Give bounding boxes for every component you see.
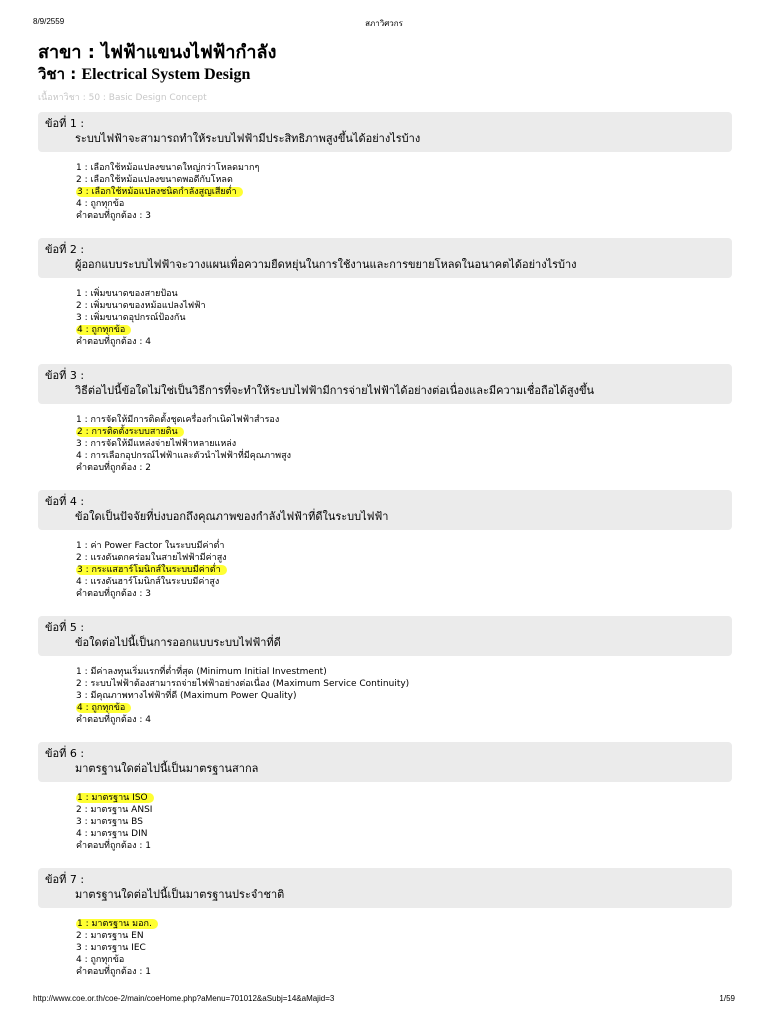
answer-option-correct (76, 918, 732, 930)
answer-option-text: 2 : เพิ่มขนาดของหม้อแปลงไฟฟ้า (76, 301, 206, 311)
answer-option (76, 804, 732, 816)
correct-answer-label: คำตอบที่ถูกต้อง : 2 (76, 463, 151, 473)
correct-answer-label: คำตอบที่ถูกต้อง : 4 (76, 337, 151, 347)
question-2 (38, 238, 732, 364)
answer-option (76, 954, 732, 966)
question-number: ข้อที่ 6 : (45, 747, 85, 760)
answer-option (76, 816, 732, 828)
subject-title (38, 64, 276, 84)
question-text: มาตรฐานใดต่อไปนี้เป็นมาตรฐานประจำชาติ (75, 888, 285, 901)
answer-options (38, 278, 732, 364)
question-1 (38, 112, 732, 238)
answer-option-text: 2 : การติดตั้งระบบสายดิน (76, 427, 184, 437)
question-number: ข้อที่ 3 : (45, 369, 85, 382)
answer-option-text: 2 : ระบบไฟฟ้าต้องสามารถจ่ายไฟฟ้าอย่างต่อเนื่อง (Maximum Service Continuity) (76, 679, 410, 689)
answer-option (76, 930, 732, 942)
answer-options (38, 908, 732, 994)
answer-option-text: 3 : กระแสฮาร์โมนิกส์ในระบบมีค่าต่ำ (76, 565, 227, 575)
answer-option-text: 2 : เลือกใช้หม้อแปลงขนาดพอดีกับโหลด (76, 175, 233, 185)
answer-options (38, 530, 732, 616)
question-number: ข้อที่ 7 : (45, 873, 85, 886)
question-4 (38, 490, 732, 616)
answer-option (76, 300, 732, 312)
answer-option (76, 678, 732, 690)
correct-answer-label: คำตอบที่ถูกต้อง : 1 (76, 841, 151, 851)
answer-options (38, 404, 732, 490)
answer-option (76, 312, 732, 324)
question-header (38, 868, 732, 908)
answer-option-text: 1 : มาตรฐาน ISO (76, 793, 154, 803)
question-text: ข้อใดต่อไปนี้เป็นการออกแบบระบบไฟฟ้าที่ดี (75, 636, 281, 649)
answer-option-correct (76, 324, 732, 336)
answer-option-text: 1 : เพิ่มขนาดของสายป้อน (76, 289, 178, 299)
answer-option-text: 4 : ถูกทุกข้อ (76, 199, 125, 209)
answer-option (76, 198, 732, 210)
question-text: ข้อใดเป็นปัจจัยที่บ่งบอกถึงคุณภาพของกำลังไฟฟ้าที่ดีในระบบไฟฟ้า (75, 510, 389, 523)
question-number: ข้อที่ 4 : (45, 495, 85, 508)
question-header (38, 616, 732, 656)
answer-option (76, 288, 732, 300)
answer-option (76, 552, 732, 564)
answer-option-text: 4 : ถูกทุกข้อ (76, 955, 125, 965)
question-text: วิธีต่อไปนี้ข้อใดไม่ใช่เป็นวิธีการที่จะทำให้ระบบไฟฟ้ามีการจ่ายไฟฟ้าได้อย่างต่อเนื่องและมีความเชื่อถือได้สูงขึ้น (75, 384, 595, 397)
answer-option-correct (76, 564, 732, 576)
question-6 (38, 742, 732, 868)
answer-option-text: 2 : มาตรฐาน EN (76, 931, 144, 941)
answer-option (76, 162, 732, 174)
page-number: 1/59 (719, 994, 735, 1003)
section-subtitle: เนื้อหาวิชา : 50 : Basic Design Concept (38, 93, 207, 103)
subject-name: Electrical System Design (81, 66, 251, 83)
answer-option (76, 450, 732, 462)
answer-option-text: 4 : ถูกทุกข้อ (76, 325, 131, 335)
answer-option-text: 3 : มาตรฐาน BS (76, 817, 143, 827)
subject-prefix: วิชา : (38, 65, 82, 83)
answer-option-text: 1 : ค่า Power Factor ในระบบมีค่าต่ำ (76, 541, 225, 551)
question-header (38, 112, 732, 152)
answer-option-correct (76, 186, 732, 198)
correct-answer-label: คำตอบที่ถูกต้อง : 1 (76, 967, 151, 977)
answer-option-text: 4 : ถูกทุกข้อ (76, 703, 131, 713)
document-titles (38, 42, 276, 104)
question-header (38, 364, 732, 404)
answer-option (76, 540, 732, 552)
print-footer (33, 994, 735, 1006)
print-header (33, 17, 735, 29)
answer-option-text: 4 : แรงดันฮาร์โมนิกส์ในระบบมีค่าสูง (76, 577, 220, 587)
question-header (38, 238, 732, 278)
answer-option (76, 666, 732, 678)
answer-option-text: 4 : มาตรฐาน DIN (76, 829, 148, 839)
answer-option-text: 3 : มีคุณภาพทางไฟฟ้าที่ดี (Maximum Power Quality) (76, 691, 297, 701)
answer-option-text: 3 : เลือกใช้หม้อแปลงชนิดกำลังสูญเสียต่ำ (76, 187, 243, 197)
answer-option-text: 3 : เพิ่มขนาดอุปกรณ์ป้องกัน (76, 313, 186, 323)
answer-option (76, 942, 732, 954)
question-7 (38, 868, 732, 994)
question-list (38, 112, 732, 994)
correct-answer-label: คำตอบที่ถูกต้อง : 4 (76, 715, 151, 725)
answer-option-text: 3 : การจัดให้มีแหล่งจ่ายไฟฟ้าหลายแหล่ง (76, 439, 237, 449)
answer-options (38, 656, 732, 742)
answer-option (76, 174, 732, 186)
correct-answer-label: คำตอบที่ถูกต้อง : 3 (76, 589, 151, 599)
question-text: ระบบไฟฟ้าจะสามารถทำให้ระบบไฟฟ้ามีประสิทธิภาพสูงขึ้นได้อย่างไรบ้าง (75, 132, 421, 145)
answer-option (76, 690, 732, 702)
print-site-title: สภาวิศวกร (365, 19, 403, 28)
question-number: ข้อที่ 1 : (45, 117, 85, 130)
question-3 (38, 364, 732, 490)
answer-option-correct (76, 792, 732, 804)
question-number: ข้อที่ 5 : (45, 621, 85, 634)
answer-option-text: 1 : มีค่าลงทุนเริ่มแรกที่ต่ำที่สุด (Minimum Initial Investment) (76, 667, 327, 677)
answer-option (76, 414, 732, 426)
question-header (38, 490, 732, 530)
answer-options (38, 152, 732, 238)
answer-option-text: 2 : มาตรฐาน ANSI (76, 805, 153, 815)
answer-option-text: 1 : เลือกใช้หม้อแปลงขนาดใหญ่กว่าโหลดมากๆ (76, 163, 260, 173)
answer-option (76, 576, 732, 588)
answer-option-text: 4 : การเลือกอุปกรณ์ไฟฟ้าและตัวนำไฟฟ้าที่มีคุณภาพสูง (76, 451, 291, 461)
answer-option (76, 438, 732, 450)
question-5 (38, 616, 732, 742)
print-url: http://www.coe.or.th/coe-2/main/coeHome.php?aMenu=701012&aSubj=14&aMajid=3 (33, 994, 335, 1003)
answer-option-correct (76, 702, 732, 714)
question-text: ผู้ออกแบบระบบไฟฟ้าจะวางแผนเพื่อความยืดหยุ่นในการใช้งานและการขยายโหลดในอนาคตได้อย่างไรบ้าง (75, 258, 577, 271)
print-date: 8/9/2559 (33, 17, 65, 26)
question-number: ข้อที่ 2 : (45, 243, 85, 256)
answer-option-text: 2 : แรงดันตกคร่อมในสายไฟฟ้ามีค่าสูง (76, 553, 227, 563)
question-header (38, 742, 732, 782)
answer-option (76, 828, 732, 840)
branch-title: สาขา : ไฟฟ้าแขนงไฟฟ้ากำลัง (38, 42, 277, 63)
answer-option-text: 1 : การจัดให้มีการติดตั้งชุดเครื่องกำเนิดไฟฟ้าสำรอง (76, 415, 280, 425)
answer-option-text: 3 : มาตรฐาน IEC (76, 943, 146, 953)
answer-options (38, 782, 732, 868)
answer-option-text: 1 : มาตรฐาน มอก. (76, 919, 158, 929)
correct-answer-label: คำตอบที่ถูกต้อง : 3 (76, 211, 151, 221)
answer-option-correct (76, 426, 732, 438)
question-text: มาตรฐานใดต่อไปนี้เป็นมาตรฐานสากล (75, 762, 259, 775)
